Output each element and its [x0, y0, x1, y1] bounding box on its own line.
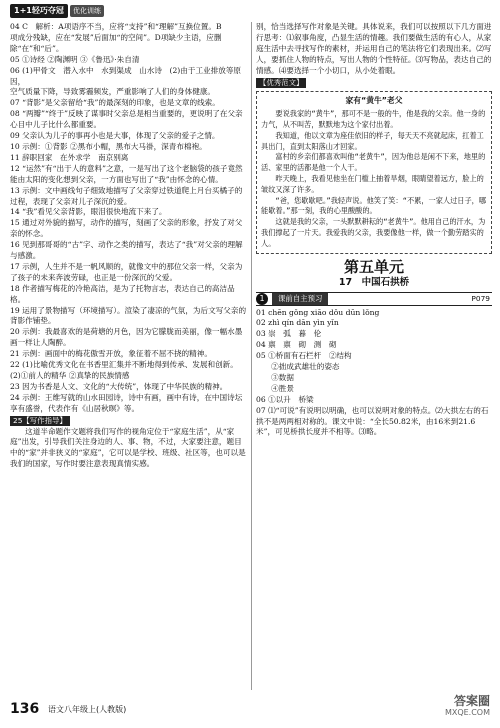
answer-line: 项成分残缺，应在“发展”后面加“的空间”。D项缺少主语，应删除“在”和“后”。	[10, 32, 222, 53]
answer-line: ③数据	[256, 372, 294, 382]
answer-line: 13 示例：文中画线句子细致地描写了父亲穿过铁道爬上月台买橘子的过程，表现了父亲对儿子深沉的爱。	[10, 185, 243, 206]
answer-line: 16 见到那哥哥的“古”字、动作之类的描写，表达了“我”对父亲的理解与感激。	[10, 240, 243, 261]
answer-line: 18 作者描写梅花的冷艳高洁，是为了托物言志，表达自己的高洁品格。	[10, 283, 235, 304]
section-bar	[256, 292, 492, 306]
brand-logo: 1+1轻巧夺冠	[10, 4, 68, 18]
answer-line: ②拙成武雄壮的姿态	[256, 362, 340, 372]
answer-line: 12 “运然”有“出于人的意料”之意，一是写出了这个老脑袋的孩子竟然能由太阳的变化想到父亲，一方面也写出了“我”由怀念的心情。	[10, 163, 243, 184]
answer-line: 04 C 解析：A项语序不当，应将“支持”和“理解”互换位置。B	[10, 22, 222, 31]
unit-title: 第五单元	[343, 257, 404, 276]
column-divider	[251, 22, 252, 690]
essay-paragraph: 我知道，他以文章为座佳依旧的样子，每天天不亮就起床，扛着工具出门，直到太阳落山才回家。	[261, 130, 484, 151]
answer-line: 05 ①桥面有石栏杆 ②结构	[256, 351, 352, 361]
answer-line: 05 ①诗经 ②陶渊明 ③《鲁迅》·朱自清	[10, 54, 140, 64]
answer-line: 14 “我”看见父亲背影，眼泪很快地流下来了。	[10, 207, 167, 217]
essay-paragraph: “爸，您歇歇吧。”我轻声说。他笑了笑：“不累，一家人过日子，哪能歇着。”那一刻，我的心里酸酸的。	[261, 195, 487, 216]
book-title: 语文八年级上(人教版)	[48, 705, 127, 714]
right-column	[256, 22, 492, 438]
answer-line: 19 运用了景物描写（环境描写）。渲染了凄凉的气氛，为后文写父亲的背影作铺垫。	[10, 305, 247, 326]
answer-line: 23 因为书香是人文、文化的“大传统”，体现了中华民族的精神。	[10, 381, 228, 391]
answer-line: 07 ⑴“可说”有说明以明确，也可以说明对象的特点。⑵大拱左右的石拱不是两两相对称的。课文中说：“全长50.82米，由16米到21.6米”，可见桥拱长度并不相等。⑶略。	[256, 405, 489, 437]
left-column	[10, 22, 248, 470]
page-header	[10, 4, 490, 18]
watermark-url: MXQE.COM	[444, 708, 490, 717]
answer-line: 17 示例，人生并不是一帆风顺的，就像文中的那位父亲一样，父亲为了孩子的未来奔波劳碌，也正是一份深沉的父爱。	[10, 261, 243, 282]
answer-line: 22 (1)比喻优秀文化在书香里汇集并不断地得到传承、发展和创新。(2)①前人的精华 ②真挚的民族情感	[10, 360, 238, 380]
answer-line: 20 示例：我最喜欢的是荷塘的月色，因为它朦胧而美丽，像一幅水墨画一样让人陶醉。	[10, 327, 243, 348]
answer-line: 空气质量下降，导致雾霾频发，严重影响了人们的身体健康。	[10, 87, 216, 97]
answer-line: 03 崇 弧 暮 伦	[256, 329, 322, 339]
page-number: 136	[10, 701, 40, 717]
sample-essay-box	[256, 91, 492, 253]
answer-line: 02 zhì qín dān yìn yǐn	[256, 318, 339, 328]
watermark-logo: 答案圈	[453, 694, 490, 708]
writing-guide-heading: 25【写作指导】	[10, 415, 248, 427]
essay-paragraph: 这就是我的父亲，一头默默耕耘的“老黄牛”。他用自己的汗水，为我们撑起了一片天。我爱我的父亲，我要像他一样，做一个勤劳踏实的人。	[261, 217, 486, 248]
brand-subtitle: 优化训练	[70, 5, 104, 17]
page-reference: P079	[471, 293, 490, 303]
answer-line: 15 通过对外貌的描写，动作的描写，刻画了父亲的形象，抒发了对父亲的怀念。	[10, 218, 243, 239]
answer-line: ④胜景	[256, 383, 294, 393]
answer-line: 06 ①以升 桥梁	[256, 394, 314, 404]
essay-paragraph: 富村的乡亲们都喜欢叫他“老黄牛”，因为他总是闲不下来，地里的活、家里的活都是他一个人干。	[261, 152, 486, 173]
essay-paragraph: 昨天晚上，我看见他坐在门槛上抽着旱烟，眼睛望着远方，脸上的皱纹又深了许多。	[261, 174, 484, 194]
answer-line: 24 示例：王维写就的山水田园诗，诗中有画，画中有诗，在中国诗坛享有盛誉，代表作有《山居秋暝》等。	[10, 392, 243, 413]
essay-paragraph: 要说我家的“黄牛”，那可不是一般的牛，他是我的父亲。他一身的力气，从不叫苦，默默地为这个家付出着。	[261, 109, 486, 130]
section-number-badge: 1	[256, 293, 268, 305]
answer-line: 10 示例：①背影 ②黑布小帽，黑布大马褂，深青布棉袍。	[10, 141, 207, 151]
section-label: 课前自主预习	[272, 293, 328, 305]
answer-line: 04 禀 禀 砌 测 砌	[256, 340, 337, 350]
answer-line: 11 辞职回家 在外求学 南京别离	[10, 152, 129, 162]
answer-line: 06 (1)甲骨文 潜入水中 水到渠成 山水诗 (2)由于工业排放等原因，	[10, 65, 242, 86]
answer-line: 21 示例：画面中的梅花傲雪开放，象征着不屈不挠的精神。	[10, 349, 212, 359]
writing-guide-text: 别，恰当选择写作对象是关键。具体说来，我们可以按照以下几方面进行思考：⑴叙事角度，凸显生活的情趣。我们要做生活的有心人，从家庭生活中去寻找写作的素材，并运用自己的笔法将它们表现出来。⑵写人，要抓住人物的特点，写出人物的个性特征。⑶写物品，表达自己的情感。⑷要选择一个小切口，从小处着眼。	[256, 22, 492, 75]
page-footer	[10, 694, 490, 718]
answer-line: 07 “背影”是父亲留给“我”的最深刻的印象，也是文章的线索。	[10, 98, 220, 108]
sample-essay-label: 【优秀范文】	[256, 77, 492, 89]
answer-line: 09 父亲认为儿子的事再小也是大事，体现了父亲的爱子之情。	[10, 131, 220, 141]
lesson-title: 17 中国石拱桥	[338, 276, 410, 288]
watermark	[445, 696, 490, 718]
answer-line: 这道半命题作文题将我们写作的视角定位于“家庭生活”，从“家庭”出发，引导我们关注身边的人、事、物，不过，大家要注意，题目中的“家”并非狭义的“家庭”，它可以是学校、班级、社区等，也可以是我们的国家，写作时要注意表现真情实感。	[10, 426, 246, 469]
answer-line: 01 chēn gǒng xiāo dǒu dūn lǒng	[256, 307, 380, 317]
answer-line: 08 “两瓣”“终于”反映了谋事时父亲总是相当重要的，更说明了在父亲心目中儿子比什么都重要。	[10, 109, 243, 130]
essay-title: 家有“黄牛”老父	[345, 96, 403, 106]
